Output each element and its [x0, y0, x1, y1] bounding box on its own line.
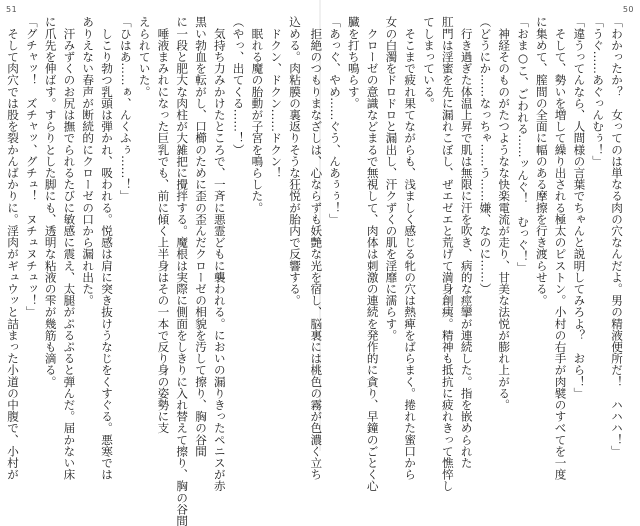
text-line: 「おま○こ、ごわれる……ッんぐ！ むっぐ！」 — [516, 16, 531, 274]
text-line: 「違うってんなら、人間様の言葉でちゃんと説明してみろよ？ おら！」 — [572, 16, 587, 399]
text-line: そこまで疲れ果てながらも、浅ましく感じる牝の穴は熱痺をばらまく。捲れた蜜口から — [403, 16, 418, 480]
text-line: クローゼの意識などまるで無視して、肉体は刺激の連続を発作的に貪り、早鐘のごとく心 — [365, 16, 380, 492]
text-line: 「うぐ……あぐっんむぅ！」 — [591, 16, 606, 167]
text-line: 込める。肉粘膜の裏返りそうな狂悦が胎内で反響する。 — [288, 16, 302, 306]
text-line: 肛門は淫蜜を先に漏れこぼし、ぜエゼエと荒げて満身創痍。精神も抵抗に疲れきって憔悴し — [440, 16, 455, 492]
text-line: えられていた。 — [137, 16, 152, 98]
text-line: 汗みずくのお尻は撫でられるたびに敏感に震え、太腿がぷるぷると弾んだ。届かない床 — [62, 16, 77, 480]
text-line: 「わかったか？ 女ってのは単なる肉の穴なんだよ。男の精液便所だ！ ハハハ！」 — [610, 16, 624, 457]
text-line: ありえない春声が断続的にクローゼの口から漏れ出た。 — [81, 16, 96, 306]
text-line: てしまっている。 — [422, 16, 437, 109]
text-line: に一段と肥大な肉柱が大雑把に攪拌する。魔根は実際に側面をしきりに入れ替えて擦り、胸の谷間 — [175, 16, 190, 526]
text-line: 唾液まみれになった巨乳でも、前に傾く上半身はその一本で反り身の姿勢に支 — [156, 16, 171, 434]
text-line: 黒い勃血を転がし、口櫛のために歪の歪んだクローゼの相貌を汚して擦り、胸の谷間 — [194, 16, 209, 457]
text-line: 臓を打ち鳴らす。 — [346, 16, 361, 109]
text-line: 拒絶のつもりまなざしは、心ならずも妖艶な光を宿し、脳裏には桃色の霧が色濃く立ち — [309, 16, 324, 480]
left-page-text — [6, 16, 304, 526]
page-number-right: 50 — [622, 5, 634, 14]
text-line: に爪先を伸ばす。すらりとした脚にも、透明な粘液の雫が幾筋も滴る。 — [43, 16, 58, 388]
right-page-text — [309, 16, 626, 492]
text-line: そして、勢いを増して繰り出される極太のピストン。小村の右手が肉襞のすべてを一度 — [553, 16, 568, 480]
text-line: に集めて、膣間の全面に幅のある摩擦を行き渡らせる。 — [534, 16, 549, 306]
text-line: 気持ち力みかけたところで、一斉に悪霊どもに襲われる。においの漏りきったペニスが赤 — [212, 16, 227, 492]
text-line: 「グチャッ！ ズチャッ、グチュ！ ヌチュヌチュッ！」 — [24, 16, 39, 318]
text-line: 「あっぐ、やめ……ぐう、んあぅぅ！」 — [328, 16, 343, 225]
text-line: 行き過ぎた体温上昇で肌は無限に汗を吹き、病的な痙攣が連続した。指を嵌められた — [459, 16, 474, 469]
text-line: （やっ、出てくる……！） — [231, 16, 246, 156]
text-line: しこり勃つ乳頭は弾かれ、吸われる。悦感は肩に突き抜けうなじをくすぐる。悪寒では — [100, 16, 115, 480]
text-line: 「ひはあ……ぁ、んくふぅ……！」 — [118, 16, 133, 202]
text-line: 神経そのものがたつようなな快楽電流が走り、甘美な法悦が膨れ上がる。 — [497, 16, 512, 411]
text-line: 眠れる魔の胎動が子宮を鳴らした。 — [250, 16, 265, 214]
text-line: ドクン、ドクン……ドクン！ — [269, 16, 284, 179]
text-line: そして肉穴では股を裂かんばかりに。淫肉がギュウッと詰まった小道の中腹で、小村が — [6, 16, 21, 480]
text-line: （どうにか……なっちゃ……う……嫌、なのに……） — [478, 16, 493, 295]
text-line: 女の白濁をドロドロと漏出し、汗クずくの肌を淫靡に濡らす。 — [384, 16, 399, 341]
page-number-left: 51 — [6, 5, 18, 14]
